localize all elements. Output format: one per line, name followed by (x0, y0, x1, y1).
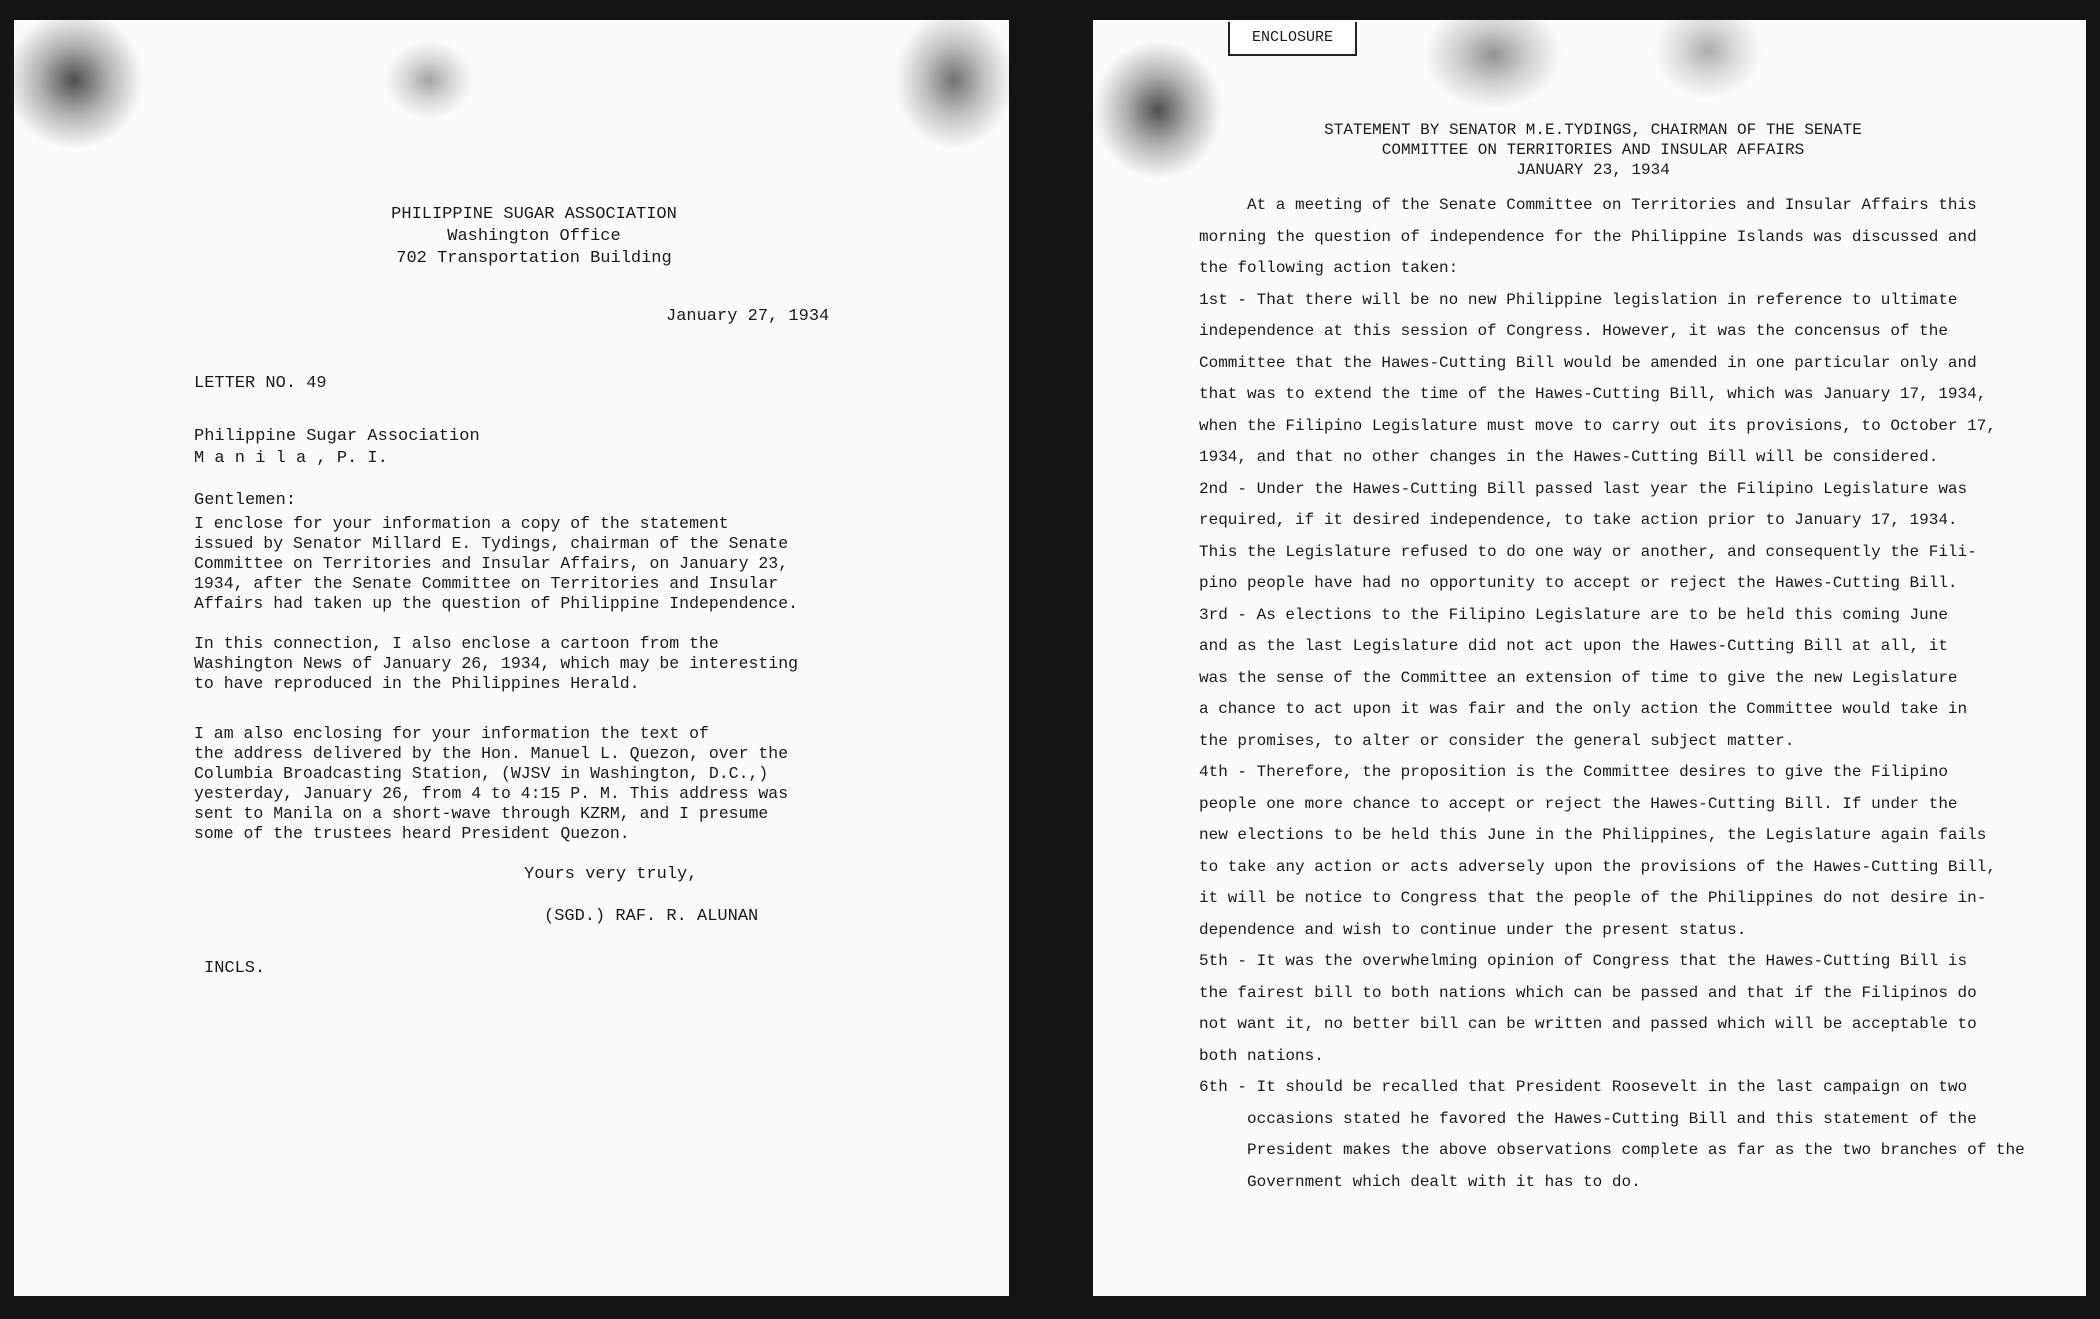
statement-line: 6th - It should be recalled that President Roosevelt in the last campaign on two (1199, 1078, 1968, 1096)
ink-smudge (384, 40, 474, 120)
statement-line: the promises, to alter or consider the general subject matter. (1199, 732, 1795, 750)
statement-subtitle: COMMITTEE ON TERRITORIES AND INSULAR AFFAIRS (1381, 141, 1805, 159)
statement-line: dependence and wish to continue under the present status. (1199, 921, 1747, 939)
statement-line: 1934, and that no other changes in the Hawes-Cutting Bill will be considered. (1199, 448, 1939, 466)
statement-line: that was to extend the time of the Hawes-Cutting Bill, which was January 17, 1934, (1199, 385, 1987, 403)
ink-smudge (1423, 20, 1563, 110)
ink-smudge (1653, 20, 1763, 100)
statement-line: 1st - That there will be no new Philippine legislation in reference to ultimate (1199, 291, 1958, 309)
statement-line: people one more chance to accept or reject the Hawes-Cutting Bill. If under the (1199, 795, 1958, 813)
statement-date: JANUARY 23, 1934 (1516, 161, 1670, 179)
statement-line: the fairest bill to both nations which can be passed and that if the Filipinos do (1199, 984, 1977, 1002)
salutation: Gentlemen: (194, 491, 297, 510)
statement-line: and as the last Legislature did not act upon the Hawes-Cutting Bill at all, it (1199, 637, 1948, 655)
recipient-name: Philippine Sugar Association (194, 427, 480, 446)
statement-line: both nations. (1199, 1047, 1324, 1065)
letter-number: LETTER NO. 49 (194, 374, 327, 393)
statement-line: required, if it desired independence, to take action prior to January 17, 1934. (1199, 511, 1958, 529)
ink-smudge (894, 20, 1009, 150)
letterhead-office: Washington Office (447, 227, 621, 246)
enclosure-tag: ENCLOSURE (1228, 22, 1357, 56)
statement-line: morning the question of independence for the Philippine Islands was discussed and (1199, 228, 1977, 246)
statement-line: occasions stated he favored the Hawes-Cutting Bill and this statement of the (1247, 1110, 1977, 1128)
statement-line: 2nd - Under the Hawes-Cutting Bill passed last year the Filipino Legislature was (1199, 480, 1968, 498)
recipient-location: M a n i l a , P. I. (194, 449, 388, 468)
statement-line: to take any action or acts adversely upon the provisions of the Hawes-Cutting Bill, (1199, 858, 1996, 876)
letter-paragraph: In this connection, I also enclose a cartoon from the Washington News of January 26, 1934, which may be interesting to have reproduced in the Philippines Herald. (194, 634, 798, 693)
statement-line: a chance to act upon it was fair and the only action the Committee would take in (1199, 700, 1968, 718)
closing: Yours very truly, (524, 865, 698, 884)
signature: (SGD.) RAF. R. ALUNAN (544, 907, 759, 926)
statement-line: 5th - It was the overwhelming opinion of Congress that the Hawes-Cutting Bill is (1199, 952, 1968, 970)
statement-line: Committee that the Hawes-Cutting Bill would be amended in one particular only and (1199, 354, 1977, 372)
statement-page (1093, 20, 2086, 1296)
inclosures-note: INCLS. (204, 959, 266, 978)
statement-line: when the Filipino Legislature must move to carry out its provisions, to October 17, (1199, 417, 1996, 435)
statement-title: STATEMENT BY SENATOR M.E.TYDINGS, CHAIRMAN OF THE SENATE (1324, 121, 1862, 139)
statement-line: President makes the above observations complete as far as the two branches of the (1247, 1141, 2025, 1159)
statement-line: pino people have had no opportunity to accept or reject the Hawes-Cutting Bill. (1199, 574, 1958, 592)
letter-paragraph: I enclose for your information a copy of the statement issued by Senator Millard E. Tydings, chairman of the Senate Committee on Territories and Insular Affairs, on January 23, 1934, after the Senate Committee on Territories and Insular Affairs had taken up the question of Philippine Independence. (194, 514, 798, 613)
statement-line: At a meeting of the Senate Committee on Territories and Insular Affairs this (1247, 196, 1977, 214)
statement-line: 4th - Therefore, the proposition is the Committee desires to give the Filipino (1199, 763, 1948, 781)
statement-line: not want it, no better bill can be written and passed which will be acceptable to (1199, 1015, 1977, 1033)
letterhead-address: 702 Transportation Building (396, 249, 672, 268)
statement-line: new elections to be held this June in the Philippines, the Legislature again fails (1199, 826, 1987, 844)
statement-line: This the Legislature refused to do one way or another, and consequently the Fili- (1199, 543, 1977, 561)
letterhead-org: PHILIPPINE SUGAR ASSOCIATION (391, 205, 677, 224)
statement-line: the following action taken: (1199, 259, 1459, 277)
statement-line: independence at this session of Congress. However, it was the concensus of the (1199, 322, 1948, 340)
letter-date: January 27, 1934 (666, 307, 830, 326)
statement-line: 3rd - As elections to the Filipino Legislature are to be held this coming June (1199, 606, 1948, 624)
statement-line: Government which dealt with it has to do. (1247, 1173, 1641, 1191)
ink-smudge (14, 20, 144, 150)
letter-page (14, 20, 1009, 1296)
statement-line: it will be notice to Congress that the people of the Philippines do not desire in- (1199, 889, 1987, 907)
letter-paragraph: I am also enclosing for your information the text of the address delivered by the Hon. Manuel L. Quezon, over the Columbia Broadcasting Station, (WJSV in Washington, D.C.,) yesterday, January 26, from 4 to 4:15 P. M. This address was sent to Manila on a short-wave through KZRM, and I presume some of the trustees heard President Quezon. (194, 724, 789, 843)
statement-line: was the sense of the Committee an extension of time to give the new Legislature (1199, 669, 1958, 687)
